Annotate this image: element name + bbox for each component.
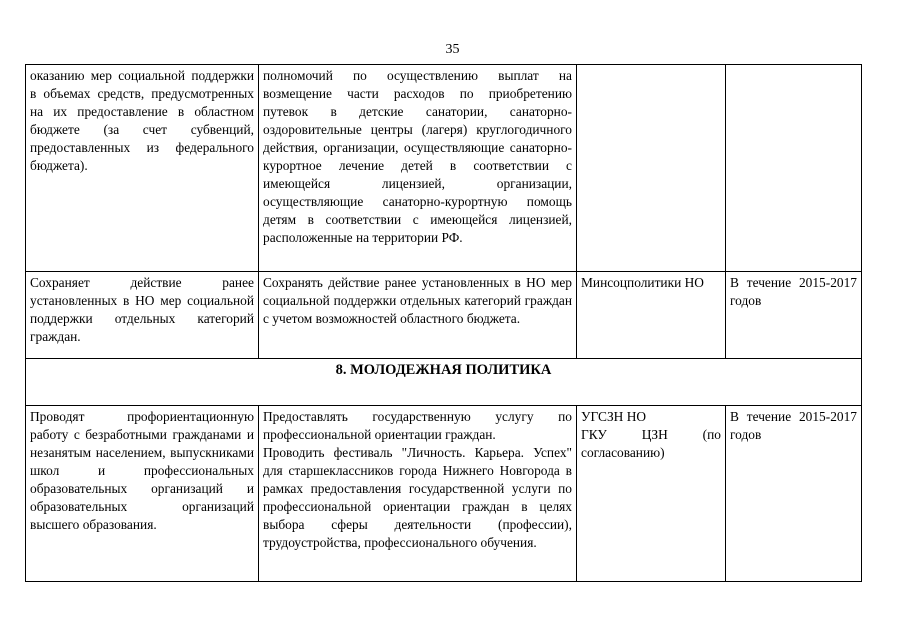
table-cell-deadline: В течение 2015-2017 годов	[726, 272, 862, 359]
table-cell-deadline: В течение 2015-2017 годов	[726, 406, 862, 582]
action-line: Проводить фестиваль "Личность. Карьера. Успех" для старшеклассников города Нижнего Новгорода в рамках предоставления государственной услуги по профессиональной ориентации граждан в целях выбора сферы деятельности (профессии), трудоустройства, профессионального обучения.	[263, 445, 572, 550]
table-cell-responsible: Минсоцполитики НО	[577, 272, 726, 359]
table-cell-responsible	[577, 65, 726, 272]
table-cell-measure: Проводят профориентационную работу с безработными гражданами и незанятым населением, выпускниками школ и профессиональных образовательных организаций и образовательных организаций высшего образования.	[26, 406, 259, 582]
responsible-line: ГКУ ЦЗН (по согласованию)	[581, 427, 721, 460]
table-cell-responsible	[577, 406, 726, 582]
section-title: 8. МОЛОДЕЖНАЯ ПОЛИТИКА	[26, 359, 862, 406]
table-cell-action: Сохранять действие ранее установленных в НО мер социальной поддержки отдельных категорий граждан с учетом возможностей областного бюджета.	[259, 272, 577, 359]
table-row	[26, 272, 862, 359]
table-cell-action	[259, 406, 577, 582]
table-cell-action: полномочий по осуществлению выплат на возмещение части расходов по приобретению путевок в детские санатории, санаторно-оздоровительные центры (лагеря) круглогодичного действия, организации, осуществляющие санаторно-курортное лечение детей в соответствии с имеющейся лицензией, организации, осуществляющие санаторно-курортную помощь детям в соответствии с имеющейся лицензией, расположенные на территории РФ.	[259, 65, 577, 272]
section-header-row	[26, 359, 862, 406]
table-cell-deadline	[726, 65, 862, 272]
responsible-line: УГСЗН НО	[581, 409, 647, 424]
table-row	[26, 406, 862, 582]
table-cell-measure: оказанию мер социальной поддержки в объемах средств, предусмотренных на их предоставление в областном бюджете (за счет субвенций, предоставленных из федерального бюджета).	[26, 65, 259, 272]
measures-table	[25, 64, 862, 582]
table-row	[26, 65, 862, 272]
table-cell-measure: Сохраняет действие ранее установленных в НО мер социальной поддержки отдельных категорий граждан.	[26, 272, 259, 359]
page-number: 35	[445, 42, 460, 57]
action-line: Предоставлять государственную услугу по профессиональной ориентации граждан.	[263, 409, 572, 442]
